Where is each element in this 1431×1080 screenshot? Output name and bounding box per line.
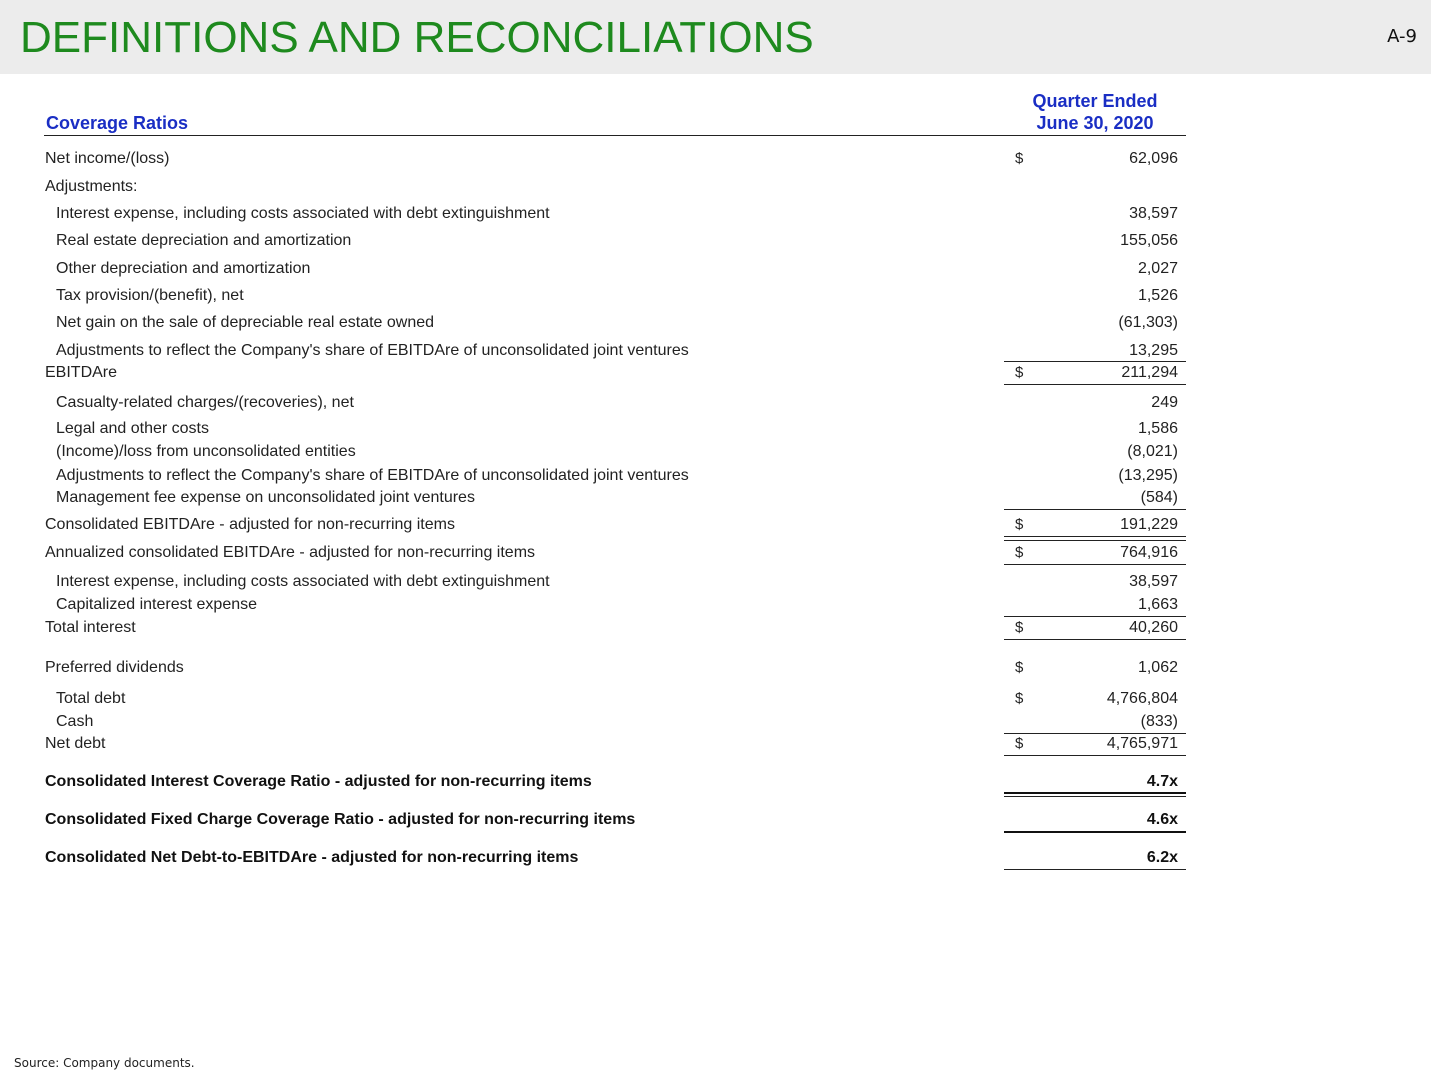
row-label: Casualty-related charges/(recoveries), net	[56, 394, 354, 411]
row-label: EBITDAre	[45, 364, 118, 381]
dollar-sign: $	[1015, 544, 1024, 561]
page-number: A-9	[1387, 26, 1417, 47]
double-rule-top	[1004, 792, 1186, 794]
total-rule	[1004, 755, 1186, 756]
table-row	[0, 657, 1431, 679]
table-row	[0, 148, 1431, 170]
row-label: Consolidated Fixed Charge Coverage Ratio - adjusted for non-recurring items	[45, 811, 636, 828]
row-label: Consolidated Interest Coverage Ratio - adjusted for non-recurring items	[45, 773, 592, 790]
row-value: 4,766,804	[1106, 690, 1178, 707]
row-label: Annualized consolidated EBITDAre - adjusted for non-recurring items	[45, 544, 536, 561]
table-row	[0, 418, 1431, 440]
row-value: 38,597	[1129, 205, 1178, 222]
table-row	[0, 771, 1431, 793]
row-value: 249	[1151, 394, 1178, 411]
double-rule-top	[1004, 536, 1186, 537]
table-row	[0, 176, 1431, 198]
row-value: 1,586	[1137, 420, 1178, 437]
row-label: Management fee expense on unconsolidated joint ventures	[56, 489, 475, 506]
row-value: 40,260	[1129, 619, 1178, 636]
row-label: Consolidated EBITDAre - adjusted for non-recurring items	[45, 516, 455, 533]
row-label: Tax provision/(benefit), net	[56, 287, 244, 304]
dollar-sign: $	[1015, 150, 1024, 167]
dollar-sign: $	[1015, 735, 1024, 752]
header-bar	[0, 0, 1431, 74]
table-row	[0, 809, 1431, 831]
row-value: (8,021)	[1127, 443, 1178, 460]
row-value: 211,294	[1121, 364, 1178, 381]
table-row	[0, 312, 1431, 334]
total-rule	[1004, 869, 1186, 870]
row-value: 1,663	[1137, 596, 1178, 613]
row-value: 62,096	[1129, 150, 1178, 167]
table-row	[0, 362, 1431, 384]
row-label: Capitalized interest expense	[56, 596, 258, 613]
row-value: 38,597	[1129, 573, 1178, 590]
table-row	[0, 733, 1431, 755]
row-label: Consolidated Net Debt-to-EBITDAre - adjusted for non-recurring items	[45, 849, 579, 866]
row-value: 1,526	[1137, 287, 1178, 304]
subtotal-rule	[1004, 509, 1186, 510]
row-label: Net gain on the sale of depreciable real estate owned	[56, 314, 435, 331]
table-row	[0, 230, 1431, 252]
row-value: 13,295	[1129, 342, 1178, 359]
row-value: (584)	[1140, 489, 1178, 506]
row-value: 4,765,971	[1106, 735, 1178, 752]
row-value: 2,027	[1137, 260, 1178, 277]
row-label: Adjustments to reflect the Company's share of EBITDAre of unconsolidated joint ventures	[56, 342, 689, 359]
row-label: Adjustments:	[45, 178, 138, 195]
row-label: Total interest	[45, 619, 136, 636]
column-header-line1: Quarter Ended	[1032, 91, 1158, 111]
row-label: Interest expense, including costs associated with debt extinguishment	[56, 573, 550, 590]
table-row	[0, 441, 1431, 463]
table-row	[0, 617, 1431, 639]
row-value: 6.2x	[1146, 849, 1178, 866]
dollar-sign: $	[1015, 364, 1024, 381]
table-row	[0, 688, 1431, 710]
section-label: Coverage Ratios	[46, 113, 189, 133]
row-value: (13,295)	[1118, 467, 1178, 484]
table-row	[0, 487, 1431, 509]
dollar-sign: $	[1015, 659, 1024, 676]
table-row	[0, 594, 1431, 616]
table-row	[0, 203, 1431, 225]
source-note: Source: Company documents.	[14, 1056, 195, 1070]
double-rule-bottom	[1004, 796, 1186, 797]
total-rule	[1004, 564, 1186, 565]
row-value: 4.6x	[1146, 811, 1178, 828]
total-rule	[1004, 831, 1186, 833]
row-label: Real estate depreciation and amortization	[56, 232, 352, 249]
row-label: (Income)/loss from unconsolidated entities	[56, 443, 356, 460]
row-label: Other depreciation and amortization	[56, 260, 311, 277]
table-row	[0, 571, 1431, 593]
header-rule	[44, 135, 1186, 136]
dollar-sign: $	[1015, 619, 1024, 636]
row-label: Legal and other costs	[56, 420, 209, 437]
row-value: 764,916	[1120, 544, 1178, 561]
row-value: 191,229	[1120, 516, 1178, 533]
row-label: Preferred dividends	[45, 659, 184, 676]
table-row	[0, 711, 1431, 733]
row-value: (61,303)	[1118, 314, 1178, 331]
table-row	[0, 285, 1431, 307]
dollar-sign: $	[1015, 516, 1024, 533]
row-value: 1,062	[1137, 659, 1178, 676]
page-title: DEFINITIONS AND RECONCILIATIONS	[20, 13, 814, 62]
column-header-line2: June 30, 2020	[1036, 113, 1154, 133]
row-label: Net income/(loss)	[45, 150, 170, 167]
table-row	[0, 340, 1431, 362]
table-row	[0, 392, 1431, 414]
dollar-sign: $	[1015, 690, 1024, 707]
total-rule	[1004, 639, 1186, 640]
table-row	[0, 258, 1431, 280]
table-row	[0, 514, 1431, 536]
table-row	[0, 847, 1431, 869]
row-label: Cash	[56, 713, 94, 730]
column-header	[1004, 90, 1186, 134]
row-label: Interest expense, including costs associated with debt extinguishment	[56, 205, 550, 222]
row-value: 155,056	[1120, 232, 1178, 249]
table-row	[0, 465, 1431, 487]
row-label: Adjustments to reflect the Company's share of EBITDAre of unconsolidated joint ventures	[56, 467, 689, 484]
table-row	[0, 542, 1431, 564]
row-value: (833)	[1140, 713, 1178, 730]
double-rule-bottom	[1004, 540, 1186, 541]
row-value: 4.7x	[1146, 773, 1178, 790]
total-rule	[1004, 384, 1186, 385]
row-label: Total debt	[56, 690, 126, 707]
row-label: Net debt	[45, 735, 106, 752]
